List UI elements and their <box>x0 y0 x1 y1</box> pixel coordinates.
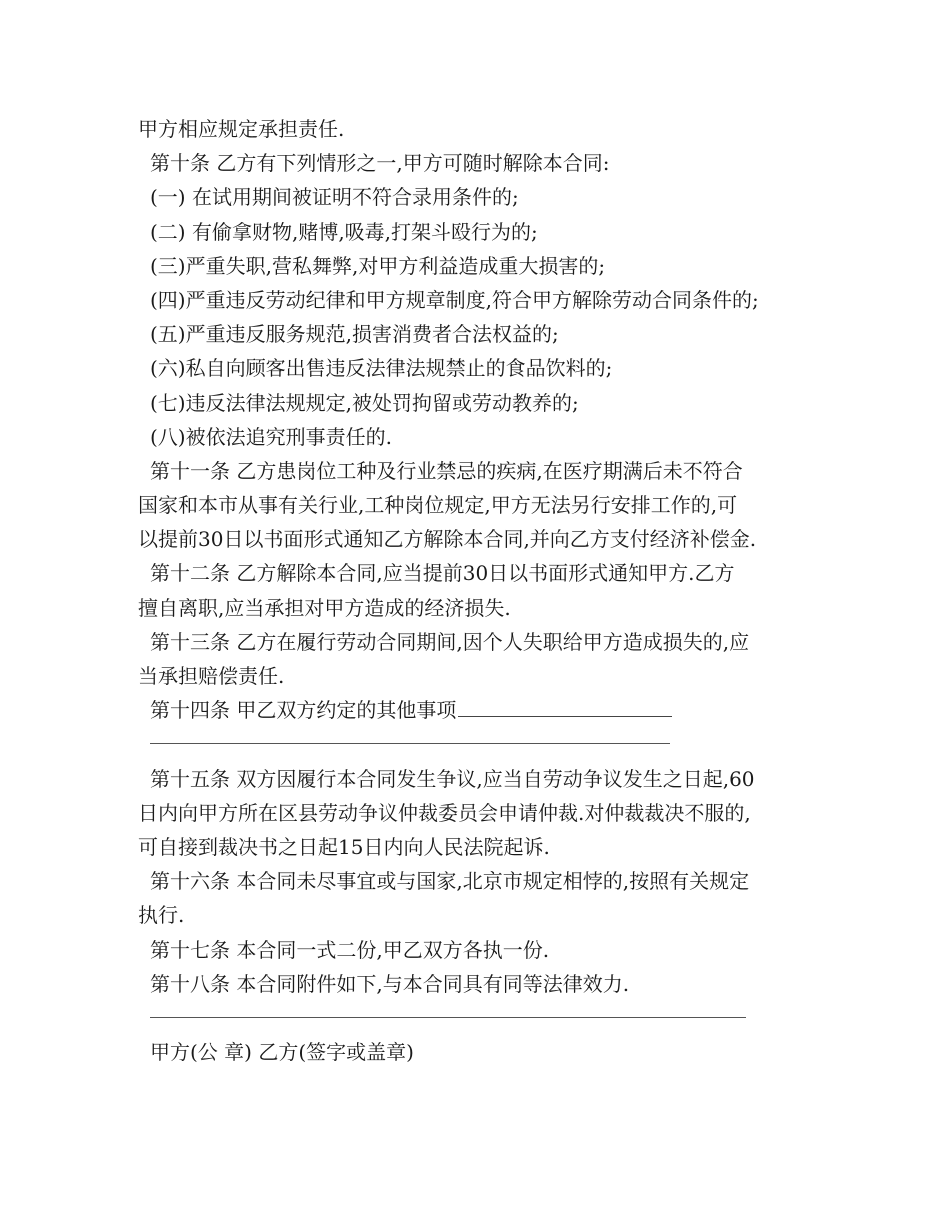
article-16-line: 执行. <box>138 903 185 928</box>
article-13-line: 第十三条 乙方在履行劳动合同期间,因个人失职给甲方造成损失的,应 <box>150 629 750 654</box>
article-14-line <box>138 693 828 727</box>
fill-in-blank <box>458 715 672 717</box>
article-15-line: 第十五条 双方因履行本合同发生争议,应当自劳动争议发生之日起,60 <box>150 766 755 791</box>
list-item: (五)严重违反服务规范,损害消费者合法权益的; <box>150 322 559 347</box>
contract-text <box>138 112 828 1069</box>
article-13-line: 当承担赔偿责任. <box>138 664 285 688</box>
fill-in-line <box>150 743 670 744</box>
list-item: (七)违反法律法规规定,被处罚拘留或劳动教养的; <box>150 390 579 415</box>
attachment-line-row <box>138 1001 828 1035</box>
attachment-line <box>150 1017 746 1018</box>
fill-in-line-row <box>138 727 828 761</box>
list-item: (一) 在试用期间被证明不符合录用条件的; <box>150 185 519 210</box>
text-line: 甲方相应规定承担责任. <box>138 117 345 141</box>
list-item: (八)被依法追究刑事责任的. <box>150 424 392 449</box>
list-item: (四)严重违反劳动纪律和甲方规章制度,符合甲方解除劳动合同条件的; <box>150 287 759 312</box>
list-item: (二) 有偷拿财物,赌博,吸毒,打架斗殴行为的; <box>150 219 538 244</box>
article-15-line: 日内向甲方所在区县劳动争议仲裁委员会申请仲裁.对仲裁裁决不服的, <box>138 800 751 825</box>
signature-line: 甲方(公 章) 乙方(签字或盖章) <box>150 1040 414 1065</box>
article-11-line: 第十一条 乙方患岗位工种及行业禁忌的疾病,在医疗期满后未不符合 <box>150 458 743 483</box>
article-18-line: 第十八条 本合同附件如下,与本合同具有同等法律效力. <box>150 971 630 996</box>
article-12-line: 擅自离职,应当承担对甲方造成的经济损失. <box>138 595 511 620</box>
list-item: (三)严重失职,营私舞弊,对甲方利益造成重大损害的; <box>150 253 606 278</box>
article-12-line: 第十二条 乙方解除本合同,应当提前30日以书面形式通知甲方.乙方 <box>150 561 735 586</box>
article-16-line: 第十六条 本合同未尽事宜或与国家,北京市规定相悖的,按照有关规定 <box>150 869 750 894</box>
article-14-text: 第十四条 甲乙双方约定的其他事项 <box>150 698 457 723</box>
article-10-heading: 第十条 乙方有下列情形之一,甲方可随时解除本合同: <box>150 151 610 176</box>
article-11-line: 国家和本市从事有关行业,工种岗位规定,甲方无法另行安排工作的,可 <box>138 493 738 518</box>
list-item: (六)私自向顾客出售违反法律法规禁止的食品饮料的; <box>150 356 613 381</box>
article-17-line: 第十七条 本合同一式二份,甲乙双方各执一份. <box>150 937 550 962</box>
article-15-line: 可自接到裁决书之日起15日内向人民法院起诉. <box>138 834 550 859</box>
article-11-line: 以提前30日以书面形式通知乙方解除本合同,并向乙方支付经济补偿金. <box>138 527 757 552</box>
